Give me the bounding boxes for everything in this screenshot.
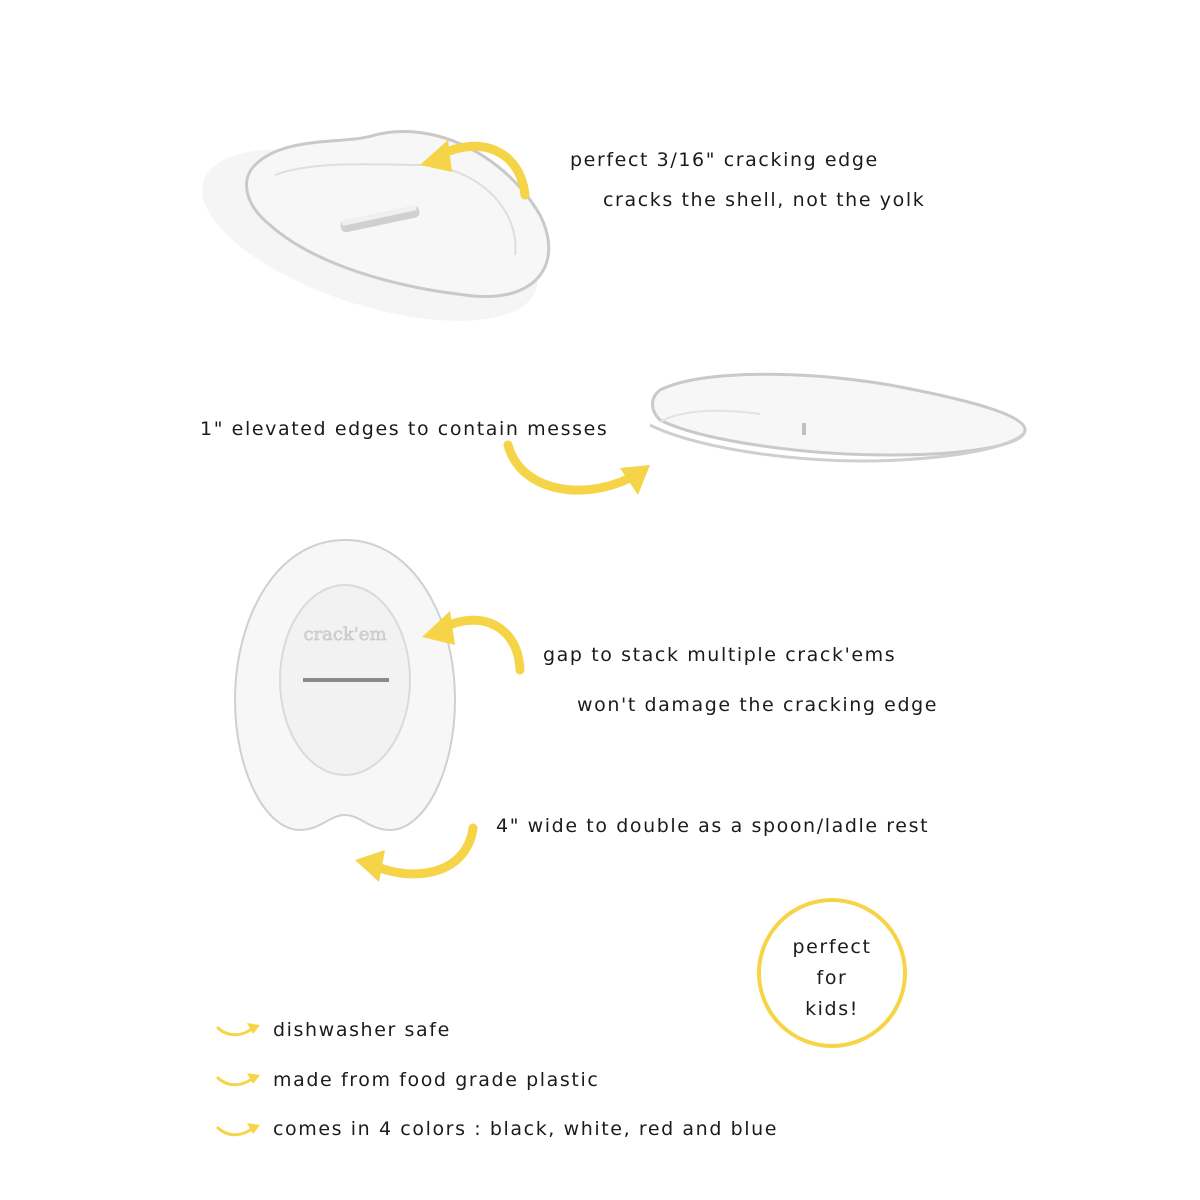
feature-1-line2: cracks the shell, not the yolk	[603, 189, 926, 211]
bullet-text: comes in 4 colors : black, white, red and blue	[273, 1118, 779, 1140]
arrow-icon	[215, 1120, 263, 1140]
arrow-icon	[215, 1070, 263, 1090]
arrow-icon	[400, 120, 540, 200]
kids-badge	[757, 898, 907, 1048]
product-image-side-view	[640, 330, 1040, 520]
feature-3-line2: won't damage the cracking edge	[577, 694, 939, 716]
badge-line-3: kids!	[805, 998, 859, 1020]
feature-1-line1: perfect 3/16" cracking edge	[570, 149, 879, 171]
product-image-front-view	[225, 530, 465, 850]
feature-3-line1: gap to stack multiple crack'ems	[543, 644, 897, 666]
arrow-icon	[345, 820, 485, 885]
arrow-icon	[215, 1020, 263, 1040]
bullet-text: dishwasher safe	[273, 1019, 451, 1041]
feature-4-line1: 4" wide to double as a spoon/ladle rest	[496, 815, 930, 837]
badge-line-2: for	[816, 967, 848, 989]
arrow-icon	[500, 440, 670, 510]
arrow-icon	[400, 595, 530, 675]
brand-logo: crack'em	[303, 624, 387, 645]
bullet-text: made from food grade plastic	[273, 1069, 600, 1091]
badge-line-1: perfect	[792, 936, 872, 958]
feature-2-line1: 1" elevated edges to contain messes	[200, 418, 609, 440]
